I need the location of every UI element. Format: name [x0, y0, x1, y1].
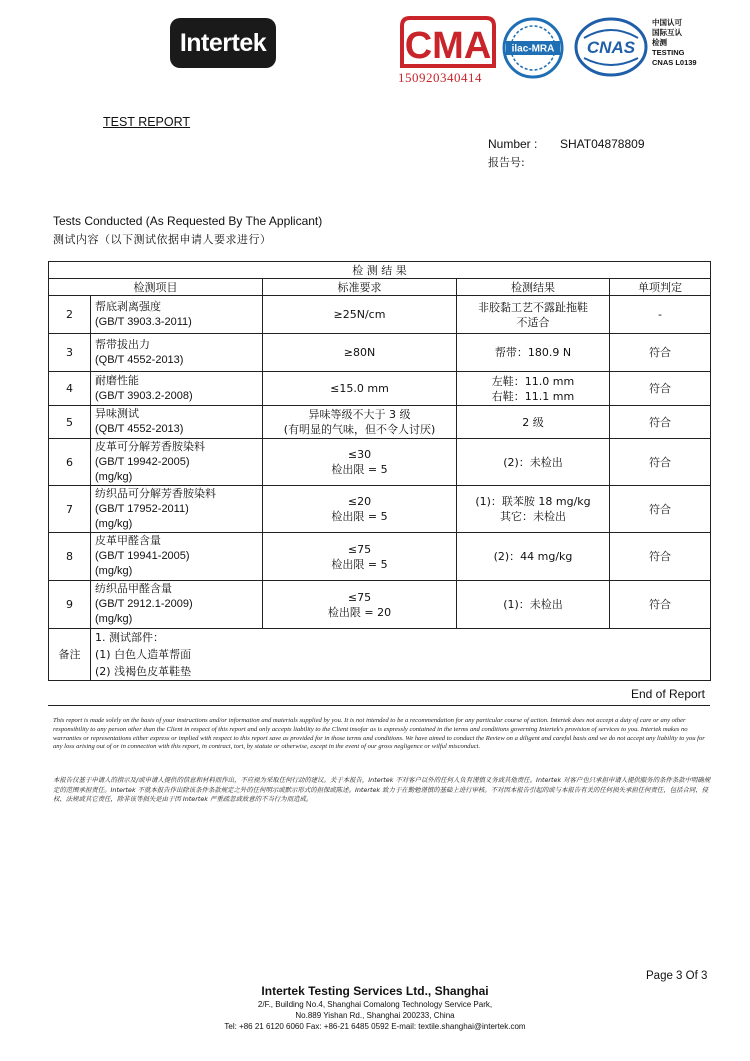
requirement-line: ≤75	[347, 542, 372, 556]
requirement-line: (有明显的气味，但不令人讨厌)	[283, 423, 436, 436]
cma-number: 150920340414	[398, 70, 482, 85]
result	[457, 334, 610, 372]
test-item	[91, 334, 263, 372]
remark-line: (2) 浅褐色皮革鞋垫	[95, 665, 192, 678]
conclusion: 符合	[610, 486, 711, 533]
report-number-label: Number :	[488, 137, 538, 151]
table-row	[49, 334, 711, 372]
requirement-line: 异味等级不大于 3 级	[308, 408, 411, 421]
test-item-line: (mg/kg)	[95, 613, 133, 625]
test-item-line: (mg/kg)	[95, 565, 133, 577]
requirement-line: 检出限 = 5	[331, 463, 388, 476]
results-table	[48, 261, 711, 681]
test-item-line: (GB/T 17952-2011)	[95, 502, 189, 515]
report-title: TEST REPORT	[103, 115, 191, 129]
test-item-line: (QB/T 4552-2013)	[95, 353, 184, 366]
requirement	[263, 486, 457, 533]
result-line: (1)：未检出	[503, 598, 563, 611]
requirement-line: 检出限 = 5	[331, 510, 388, 523]
result-line: (1)：联苯胺 18 mg/kg	[475, 495, 591, 508]
cnas-accreditation-text	[652, 18, 722, 68]
test-item-line: (GB/T 19941-2005)	[95, 550, 190, 562]
requirement	[263, 334, 457, 372]
requirement	[263, 406, 457, 439]
table-caption: 检 测 结 果	[49, 262, 711, 279]
test-item-line: 皮革甲醛含量	[95, 535, 161, 547]
header-conclusion: 单项判定	[610, 279, 711, 296]
result-line: (2)：未检出	[503, 455, 563, 469]
cnas-line: TESTING	[652, 48, 685, 57]
test-item-line: (QB/T 4552-2013)	[95, 423, 184, 435]
cnas-logo-text: CNAS	[586, 38, 636, 57]
result-line: 不适合	[516, 315, 550, 329]
result-line: 2 级	[522, 415, 544, 429]
cma-logo-text: CMA	[404, 25, 492, 67]
tests-title-cn: 测试内容（以下测试依据申请人要求进行）	[53, 233, 272, 246]
result-line: 其它：未检出	[500, 510, 566, 523]
requirement	[263, 296, 457, 334]
row-number: 7	[49, 486, 91, 533]
end-of-report: End of Report	[630, 687, 705, 701]
requirement-line: ≤20	[347, 495, 372, 508]
conclusion: 符合	[610, 439, 711, 486]
table-caption-row	[49, 262, 711, 279]
table-body	[49, 296, 711, 629]
table-row	[49, 486, 711, 533]
remark-line: (1) 白色人造革帮面	[95, 648, 192, 661]
table-row	[49, 372, 711, 406]
requirement-line: ≤30	[347, 448, 372, 461]
disclaimer-english: This report is made solely on the basis of your instructions and/or information and materials supplied by you. It is not intended to be a recommendation for any particular course of action. Intertek does not accept a duty of care or any other responsibility to any person other than the Client in respect of this report and only accepts liability to the Client insofar as is expressly contained in the terms and conditions governing Intertek's provision of services to you. Intertek makes no warranties or representations either express or implied with respect to this report save as provided for in those terms and conditions. We have aimed to conduct the Review on a diligent and careful basis and we do not accept any liability to you for any loss arising out of or in connection with this report, in contract, tort, by statute or otherwise, except in the event of our gross negligence or wilful misconduct.	[53, 717, 705, 751]
row-number: 9	[49, 581, 91, 629]
row-number: 3	[49, 334, 91, 372]
test-item	[91, 406, 263, 439]
remark-line: 1. 测试部件：	[95, 631, 164, 644]
test-item-line: (GB/T 19942-2005)	[95, 455, 190, 468]
result-line: 左鞋：11.0 mm	[491, 374, 575, 388]
test-item	[91, 372, 263, 406]
footer-address-2: No.889 Yishan Rd., Shanghai 200233, China	[295, 1011, 455, 1020]
report-number-label-cn: 报告号:	[488, 156, 525, 169]
report-number-value: SHAT04878809	[560, 137, 645, 151]
test-item-line: 耐磨性能	[95, 374, 139, 387]
test-item-line: 帮带拔出力	[95, 338, 150, 351]
row-number: 4	[49, 372, 91, 406]
requirement	[263, 581, 457, 629]
remark-row	[49, 629, 711, 681]
footer	[0, 984, 750, 1032]
test-item	[91, 486, 263, 533]
ilac-logo-text: ilac-MRA	[511, 43, 555, 55]
table-row	[49, 406, 711, 439]
header-requirement: 标准要求	[263, 279, 457, 296]
result	[457, 581, 610, 629]
row-number: 6	[49, 439, 91, 486]
requirement	[263, 372, 457, 406]
test-item-line: 皮革可分解芳香胺染料	[95, 440, 205, 453]
test-item	[91, 533, 263, 581]
cnas-logo	[574, 16, 648, 78]
test-item	[91, 581, 263, 629]
result	[457, 533, 610, 581]
table-header-row	[49, 279, 711, 296]
test-item-line: (GB/T 3903.2-2008)	[95, 389, 193, 402]
result	[457, 296, 610, 334]
header-result: 检测结果	[457, 279, 610, 296]
conclusion: 符合	[610, 372, 711, 406]
requirement-line: 检出限 = 20	[327, 605, 392, 619]
header-item: 检测项目	[49, 279, 263, 296]
requirement-line: 检出限 = 5	[331, 557, 388, 571]
footer-contact: Tel: +86 21 6120 6060 Fax: +86-21 6485 0592 E-mail: textile.shanghai@intertek.com	[224, 1022, 526, 1031]
requirement-line: ≤75	[347, 590, 372, 604]
remark-label: 备注	[49, 629, 91, 681]
test-item-line: 帮底剥离强度	[95, 300, 161, 313]
disclaimer-chinese: 本报告仅基于申请人的指示及/或申请人提供的信息和材料而作出，不应视为采取任何行动的建议。关于本报告，Intertek 不对客户以外的任何人负有谨慎义务或其他责任。Intertek 对客户也只承担申请人提供服务的条件条款中明确规定的范围承担责任。Intertek 不就本报告作出除该条件条款规定之外的任何明示或默示形式的担保或陈述。Intertek 致力于在勤勉谨慎的基础上进行审核。不对因本报告引起的或与本报告有关的任何损失承担任何责任，包括合同、侵权、法规或其它责任，除非该等损失是由于因 Intertek 严重疏忽或故意的不当行为而造成。	[53, 776, 711, 803]
conclusion: 符合	[610, 533, 711, 581]
result-line: 帮带：180.9 N	[494, 346, 572, 359]
page-number: Page 3 Of 3	[646, 970, 708, 982]
divider	[48, 705, 710, 706]
result-line: 非胶黏工艺不露趾拖鞋	[478, 300, 588, 314]
remark-content	[91, 629, 711, 681]
cnas-line: CNAS L0139	[652, 58, 697, 67]
test-item-line: (mg/kg)	[95, 517, 133, 530]
requirement-line: ≥80N	[343, 346, 376, 359]
requirement	[263, 439, 457, 486]
row-number: 5	[49, 406, 91, 439]
test-item-line: (mg/kg)	[95, 470, 133, 483]
cnas-line: 国际互认	[652, 28, 682, 37]
test-item	[91, 439, 263, 486]
table-row	[49, 533, 711, 581]
cnas-line: 检测	[652, 38, 667, 47]
test-item-line: 异味测试	[95, 408, 139, 420]
test-item-line: (GB/T 2912.1-2009)	[95, 598, 193, 610]
intertek-logo: Intertek	[170, 18, 276, 68]
conclusion: 符合	[610, 334, 711, 372]
footer-company: Intertek Testing Services Ltd., Shanghai	[261, 984, 489, 998]
requirement	[263, 533, 457, 581]
table-row	[49, 581, 711, 629]
tests-title-en: Tests Conducted (As Requested By The Applicant)	[53, 214, 323, 228]
ilac-mra-logo	[500, 16, 566, 80]
test-item	[91, 296, 263, 334]
result-line: (2)：44 mg/kg	[493, 550, 573, 563]
cnas-line: 中国认可	[652, 18, 682, 27]
table-row	[49, 439, 711, 486]
result	[457, 406, 610, 439]
result	[457, 486, 610, 533]
result-line: 右鞋：11.1 mm	[491, 389, 575, 403]
row-number: 8	[49, 533, 91, 581]
conclusion: 符合	[610, 581, 711, 629]
requirement-line: ≥25N/cm	[333, 308, 386, 321]
test-item-line: 纺织品甲醛含量	[95, 583, 172, 595]
result	[457, 439, 610, 486]
test-item-line: (GB/T 3903.3-2011)	[95, 315, 192, 328]
row-number: 2	[49, 296, 91, 334]
footer-address-1: 2/F., Building No.4, Shanghai Comalong Technology Service Park,	[257, 1000, 493, 1009]
table-row	[49, 296, 711, 334]
conclusion: 符合	[610, 406, 711, 439]
test-item-line: 纺织品可分解芳香胺染料	[95, 487, 216, 500]
requirement-line: ≤15.0 mm	[330, 382, 389, 395]
conclusion: -	[610, 296, 711, 334]
result	[457, 372, 610, 406]
